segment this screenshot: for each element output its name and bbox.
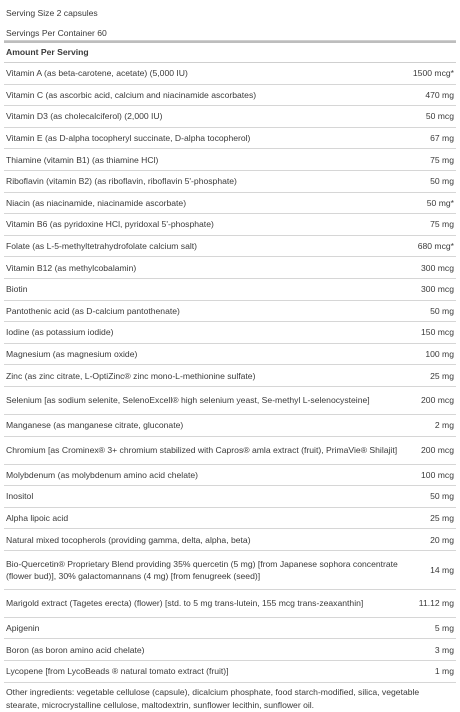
nutrient-row <box>4 486 456 508</box>
nutrient-amount: 67 mg <box>430 133 454 144</box>
nutrient-row <box>4 128 456 150</box>
nutrient-row <box>4 214 456 236</box>
other-ingredients: Other ingredients: vegetable cellulose (capsule), dicalcium phosphate, food starch-modified, silica, vegetable stearate, microcrystalline cellulose, maltodextrin, sunflower lecithin, sunflower oil. <box>6 686 420 710</box>
nutrient-row <box>4 508 456 530</box>
nutrient-amount: 1 mg <box>434 666 454 677</box>
nutrient-amount: 100 mcg <box>421 469 454 480</box>
nutrient-row <box>4 551 456 590</box>
nutrient-amount: 680 mcg* <box>417 241 454 252</box>
nutrient-row <box>4 415 456 437</box>
nutrient-row <box>4 236 456 258</box>
nutrient-row <box>4 322 456 344</box>
nutrient-row <box>4 618 456 640</box>
nutrient-row <box>4 661 456 683</box>
nutrient-name: Alpha lipoic acid <box>6 512 69 523</box>
nutrient-amount: 50 mg <box>430 305 454 316</box>
nutrient-name: Natural mixed tocopherols (providing gamma, delta, alpha, beta) <box>6 534 251 545</box>
amount-per-serving-header: Amount Per Serving <box>4 43 456 63</box>
nutrient-name: Biotin <box>6 284 28 295</box>
nutrient-row <box>4 301 456 323</box>
serving-size: Serving Size 2 capsules <box>6 8 98 18</box>
nutrient-name: Pantothenic acid (as D-calcium pantothenate) <box>6 305 180 316</box>
nutrient-row <box>4 257 456 279</box>
nutrient-name: Chromium [as Crominex® 3+ chromium stabilized with Capros® amla extract (fruit), PrimaVie® Shilajit] <box>6 445 398 455</box>
nutrient-name: Magnesium (as magnesium oxide) <box>6 349 138 360</box>
nutrient-amount: 3 mg <box>434 644 454 655</box>
nutrient-name: Molybdenum (as molybdenum amino acid chelate) <box>6 469 199 480</box>
nutrient-row <box>4 590 456 618</box>
nutrient-row <box>4 63 456 85</box>
nutrient-amount: 75 mg <box>430 219 454 230</box>
nutrient-row <box>4 171 456 193</box>
nutrient-row <box>4 193 456 215</box>
nutrient-name: Folate (as L-5-methyltetrahydrofolate calcium salt) <box>6 241 198 252</box>
nutrient-row <box>4 387 456 415</box>
nutrient-name: Vitamin B6 (as pyridoxine HCl, pyridoxal 5'-phosphate) <box>6 219 214 230</box>
nutrient-name: Selenium [as sodium selenite, SelenoExcell® high selenium yeast, Se-methyl L-selenocysteine] <box>6 395 370 406</box>
nutrient-amount: 75 mg <box>430 154 454 165</box>
nutrient-name: Bio-Quercetin® Proprietary Blend providing 35% quercetin (5 mg) [from Japanese sophora concentrate (flower bud)], 30% galactomannans (4 mg) [from fenugreek (seed)] <box>6 558 398 581</box>
nutrient-name: Zinc (as zinc citrate, L-OptiZinc® zinc mono-L-methionine sulfate) <box>6 370 256 381</box>
nutrient-amount: 50 mg* <box>426 197 454 208</box>
nutrient-amount: 14 mg <box>430 564 454 575</box>
nutrient-name: Apigenin <box>6 623 40 634</box>
nutrient-row <box>4 106 456 128</box>
nutrient-amount: 300 mcg <box>421 262 454 273</box>
nutrient-name: Marigold extract (Tagetes erecta) (flower) [std. to 5 mg trans-lutein, 155 mcg trans-zeaxanthin] <box>6 598 364 609</box>
nutrient-amount: 470 mg <box>425 89 454 100</box>
nutrient-row <box>4 149 456 171</box>
nutrient-name: Inositol <box>6 491 34 502</box>
nutrient-name: Thiamine (vitamin B1) (as thiamine HCl) <box>6 154 159 165</box>
nutrient-name: Boron (as boron amino acid chelate) <box>6 644 145 655</box>
nutrient-amount: 11.12 mg <box>418 598 454 609</box>
supplement-facts-panel <box>4 0 456 712</box>
nutrient-amount: 100 mg <box>425 349 454 360</box>
nutrient-amount: 25 mg <box>430 512 454 523</box>
nutrient-name: Vitamin D3 (as cholecalciferol) (2,000 IU) <box>6 111 163 122</box>
nutrient-name: Vitamin E (as D-alpha tocopheryl succinate, D-alpha tocopherol) <box>6 133 251 144</box>
nutrient-amount: 2 mg <box>434 420 454 431</box>
nutrient-name: Vitamin A (as beta-carotene, acetate) (5,000 IU) <box>6 68 188 79</box>
servings-per-container: Servings Per Container 60 <box>4 20 456 41</box>
nutrient-row <box>4 465 456 487</box>
nutrient-name: Riboflavin (vitamin B2) (as riboflavin, riboflavin 5'-phosphate) <box>6 176 237 187</box>
nutrient-name: Iodine (as potassium iodide) <box>6 327 114 338</box>
nutrient-amount: 20 mg <box>430 534 454 545</box>
nutrient-name: Vitamin C (as ascorbic acid, calcium and niacinamide ascorbates) <box>6 89 257 100</box>
nutrient-amount: 200 mcg <box>421 445 454 455</box>
nutrient-amount: 50 mcg <box>425 111 454 122</box>
nutrient-amount: 25 mg <box>430 370 454 381</box>
nutrient-row <box>4 437 456 465</box>
nutrient-row <box>4 344 456 366</box>
nutrient-row <box>4 529 456 551</box>
nutrient-row <box>4 365 456 387</box>
nutrient-amount: 50 mg <box>430 491 454 502</box>
nutrient-name: Niacin (as niacinamide, niacinamide ascorbate) <box>6 197 187 208</box>
nutrient-name: Lycopene [from LycoBeads ® natural tomato extract (fruit)] <box>6 666 229 677</box>
nutrient-amount: 150 mcg <box>421 327 454 338</box>
nutrient-row <box>4 85 456 107</box>
nutrient-amount: 1500 mcg* <box>412 68 454 79</box>
nutrient-row <box>4 279 456 301</box>
nutrient-amount: 50 mg <box>430 176 454 187</box>
nutrient-amount: 5 mg <box>434 623 454 634</box>
nutrient-amount: 200 mcg <box>421 395 454 406</box>
nutrient-row <box>4 639 456 661</box>
nutrient-name: Manganese (as manganese citrate, gluconate) <box>6 420 184 431</box>
nutrient-name: Vitamin B12 (as methylcobalamin) <box>6 262 137 273</box>
nutrient-amount: 300 mcg <box>421 284 454 295</box>
